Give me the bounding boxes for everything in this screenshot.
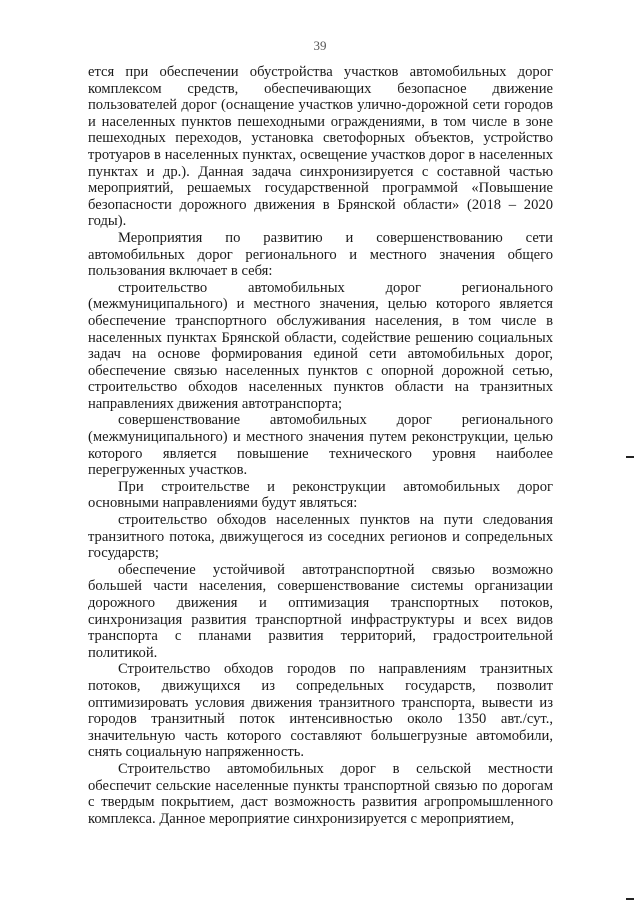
scan-margin-mark [626,456,634,458]
paragraph-8: Строительство обходов городов по направлениям транзитных потоков, движущихся из сопредельных государств, позволит оптимизировать условия движения транзитного транспорта, вывести из городов транзитный поток интенсивностью около 1350 авт./сут., значительную часть которого составляют большегрузные автомобили, снять социальную напряженность. [88,661,553,761]
paragraph-3: строительство автомобильных дорог регионального (межмуниципального) и местного значения, целью которого является обеспечение транспортного обслуживания населения, в том числе в населенных пунктах Брянской области, содействие решению социальных задач на основе формирования единой сети автомобильных дорог, обеспечение связью населенных пунктов с опорной дорожной сетью, строительство обходов населенных пунктов области на транзитных направлениях движения автотранспорта; [88,279,553,412]
paragraph-6: строительство обходов населенных пунктов на пути следования транзитного потока, движущегося из соседних регионов и сопредельных государств; [88,512,553,562]
page-number: 39 [313,38,327,53]
paragraph-1: ется при обеспечении обустройства участков автомобильных дорог комплексом средств, обеспечивающих безопасное движение пользователей дорог (оснащение участков улично-дорожной сети городов и населенных пунктов пешеходными ограждениями, в том числе в зоне пешеходных переходов, установка светофорных объектов, устройство тротуаров в населенных пунктах, освещение участков дорог в населенных пунктах и др.). Данная задача синхронизируется с составной частью мероприятий, решаемых государственной программой «Повышение безопасности дорожного движения в Брянской области» (2018 – 2020 годы). [88,64,553,230]
document-body [88,64,553,827]
paragraph-5: При строительстве и реконструкции автомобильных дорог основными направлениями будут являться: [88,478,553,512]
paragraph-2: Мероприятия по развитию и совершенствованию сети автомобильных дорог регионального и местного значения общего пользования включает в себя: [88,229,553,280]
paragraph-4: совершенствование автомобильных дорог регионального (межмуниципального) и местного значения путем реконструкции, целью которого является повышение технического уровня наиболее перегруженных участков. [88,412,553,479]
scan-margin-mark [626,898,634,900]
paragraph-9: Строительство автомобильных дорог в сельской местности обеспечит сельские населенные пункты транспортной связью по дорогам с твердым покрытием, даст возможность развития агропромышленного комплекса. Данное мероприятие синхронизируется с мероприятием, [88,760,553,827]
paragraph-7: обеспечение устойчивой автотранспортной связью возможно большей части населения, совершенствование системы организации дорожного движения и оптимизация транспортных потоков, синхронизация развития транспортной инфраструктуры и всех видов транспорта с планами развития территорий, градостроительной политикой. [88,561,553,661]
